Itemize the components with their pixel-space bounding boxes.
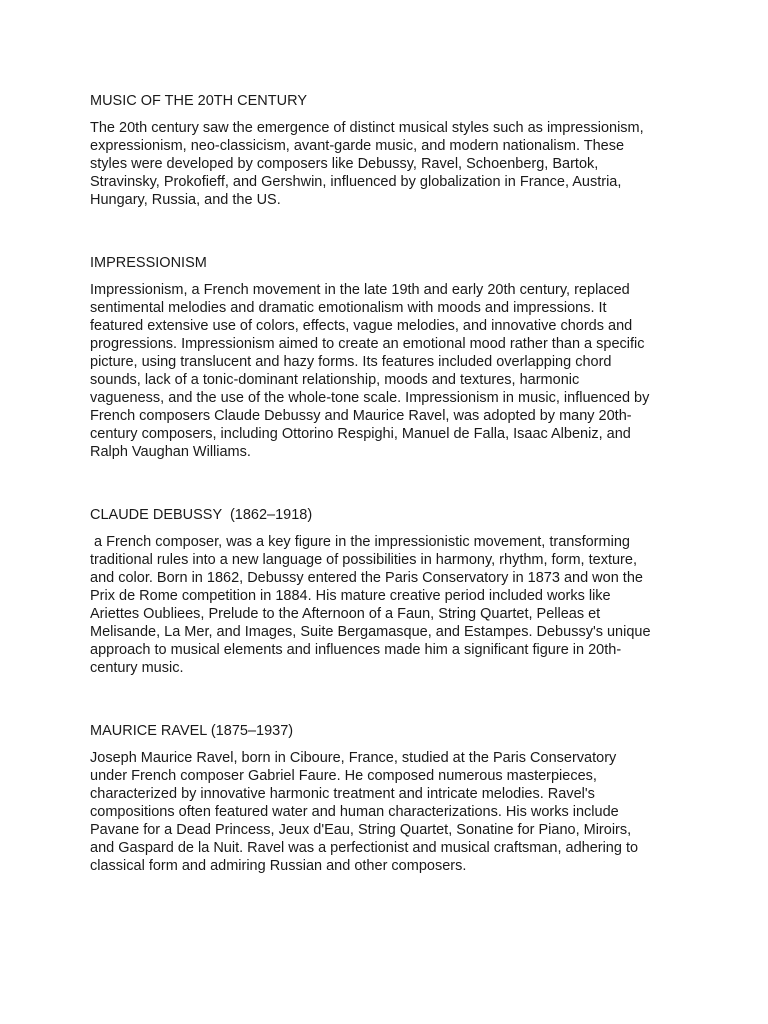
section-heading: IMPRESSIONISM: [90, 255, 207, 271]
section-paragraph: [90, 749, 690, 875]
paragraph-line: vagueness, and the use of the whole-tone scale. Impressionism in music, influenced by: [90, 390, 650, 406]
paragraph-line: traditional rules into a new language of possibilities in harmony, rhythm, form, texture,: [90, 552, 637, 568]
paragraph-line: a French composer, was a key figure in the impressionistic movement, transforming: [90, 534, 630, 550]
section-impressionism: [90, 254, 690, 461]
section-heading: MUSIC OF THE 20TH CENTURY: [90, 93, 307, 109]
document-page: [90, 92, 690, 875]
paragraph-line: expressionism, neo-classicism, avant-garde music, and modern nationalism. These: [90, 138, 625, 154]
paragraph-line: and color. Born in 1862, Debussy entered the Paris Conservatory in 1873 and won the: [90, 570, 643, 586]
paragraph-line: The 20th century saw the emergence of distinct musical styles such as impressionism,: [90, 120, 644, 136]
section-heading: MAURICE RAVEL (1875–1937): [90, 723, 294, 739]
section-music-20th-century: [90, 92, 690, 209]
paragraph-line: sounds, lack of a tonic-dominant relationship, moods and textures, harmonic: [90, 372, 580, 388]
paragraph-line: Ralph Vaughan Williams.: [90, 444, 251, 460]
paragraph-line: characterized by innovative harmonic treatment and intricate melodies. Ravel's: [90, 786, 595, 802]
paragraph-line: under French composer Gabriel Faure. He composed numerous masterpieces,: [90, 768, 597, 784]
paragraph-line: approach to musical elements and influences made him a significant figure in 20th-: [90, 642, 622, 658]
paragraph-line: sentimental melodies and dramatic emotionalism with moods and impressions. It: [90, 300, 607, 316]
section-maurice-ravel: [90, 722, 690, 875]
paragraph-line: Ariettes Oubliees, Prelude to the Afternoon of a Faun, String Quartet, Pelleas et: [90, 606, 601, 622]
paragraph-line: classical form and admiring Russian and other composers.: [90, 858, 467, 874]
section-paragraph: [90, 281, 690, 461]
paragraph-line: picture, using translucent and hazy forms. Its features included overlapping chord: [90, 354, 612, 370]
paragraph-line: Joseph Maurice Ravel, born in Ciboure, France, studied at the Paris Conservatory: [90, 750, 617, 766]
paragraph-line: featured extensive use of colors, effects, vague melodies, and innovative chords and: [90, 318, 633, 334]
paragraph-line: Melisande, La Mer, and Images, Suite Bergamasque, and Estampes. Debussy's unique: [90, 624, 651, 640]
section-paragraph: [90, 119, 690, 209]
paragraph-line: and Gaspard de la Nuit. Ravel was a perfectionist and musical craftsman, adhering to: [90, 840, 639, 856]
section-heading: CLAUDE DEBUSSY (1862–1918): [90, 507, 313, 523]
section-paragraph: [90, 533, 690, 677]
section-claude-debussy: [90, 506, 690, 677]
paragraph-line: styles were developed by composers like Debussy, Ravel, Schoenberg, Bartok,: [90, 156, 599, 172]
paragraph-line: Pavane for a Dead Princess, Jeux d'Eau, String Quartet, Sonatine for Piano, Miroirs,: [90, 822, 632, 838]
paragraph-line: Stravinsky, Prokofieff, and Gershwin, influenced by globalization in France, Austria,: [90, 174, 622, 190]
paragraph-line: Prix de Rome competition in 1884. His mature creative period included works like: [90, 588, 611, 604]
paragraph-line: French composers Claude Debussy and Maurice Ravel, was adopted by many 20th-: [90, 408, 632, 424]
paragraph-line: century music.: [90, 660, 184, 676]
section-spacer: [90, 461, 690, 506]
paragraph-line: century composers, including Ottorino Respighi, Manuel de Falla, Isaac Albeniz, and: [90, 426, 631, 442]
paragraph-line: Hungary, Russia, and the US.: [90, 192, 281, 208]
paragraph-line: progressions. Impressionism aimed to create an emotional mood rather than a specific: [90, 336, 645, 352]
section-spacer: [90, 677, 690, 722]
paragraph-line: compositions often featured water and human characterizations. His works include: [90, 804, 619, 820]
paragraph-line: Impressionism, a French movement in the late 19th and early 20th century, replaced: [90, 282, 630, 298]
section-spacer: [90, 209, 690, 254]
